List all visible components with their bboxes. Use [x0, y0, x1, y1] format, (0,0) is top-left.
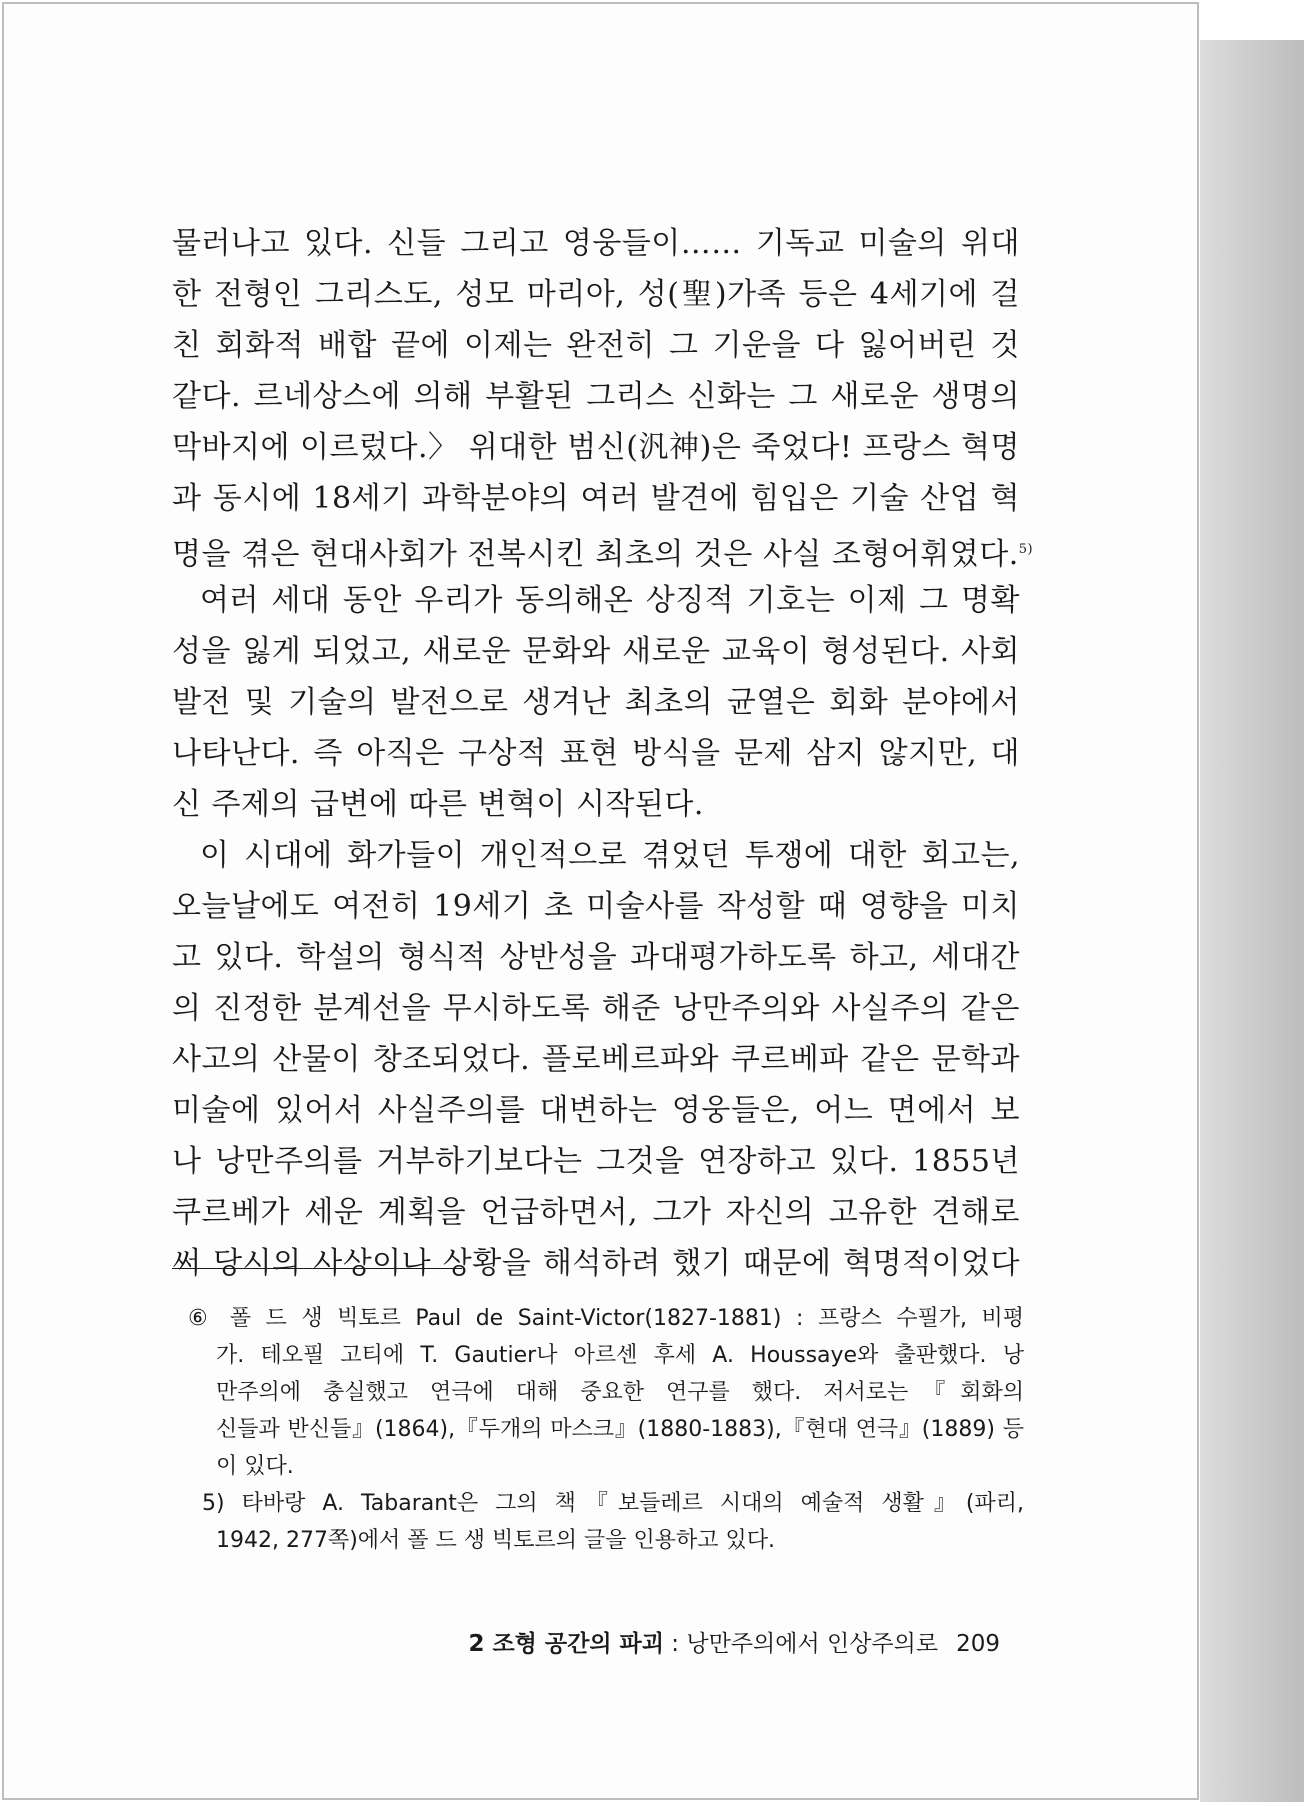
footnote-divider [172, 1268, 462, 1269]
body-line: 의 진정한 분계선을 무시하도록 해준 낭만주의와 사실주의 같은 [172, 991, 1020, 1026]
body-line: 발전 및 기술의 발전으로 생겨난 최초의 균열은 회화 분야에서 [172, 685, 1020, 720]
footnote-line: 1942, 277쪽)에서 폴 드 생 빅토르의 글을 인용하고 있다. [216, 1528, 776, 1553]
paragraph-start [172, 830, 1020, 881]
body-line: 나타난다. 즉 아직은 구상적 표현 방식을 문제 삼지 않지만, 대 [172, 736, 1020, 771]
body-line: 명을 겪은 현대사회가 전복시킨 최초의 것은 사실 조형어휘였다. [172, 537, 1019, 572]
footnote-line: 5) 타바랑 A. Tabarant은 그의 책『보들레르 시대의 예술적 생활』(파리, [202, 1491, 1024, 1516]
footnote-line: 만주의에 충실했고 연극에 대해 중요한 연구를 했다. 저서로는『회화의 [216, 1380, 1024, 1405]
body-line: 미술에 있어서 사실주의를 대변하는 영웅들은, 어느 면에서 보 [172, 1093, 1020, 1128]
body-line: 고 있다. 학설의 형식적 상반성을 과대평가하도록 하고, 세대간 [172, 940, 1020, 975]
body-line: 여러 세대 동안 우리가 동의해온 상징적 기호는 이제 그 명확 [200, 583, 1020, 618]
book-page-edges [1200, 2, 1304, 1802]
body-line: 이 시대에 화가들이 개인적으로 겪었던 투쟁에 대한 회고는, [200, 838, 1020, 873]
running-footer [440, 1625, 1000, 1658]
body-text [172, 218, 1034, 1289]
body-line: 사고의 산물이 창조되었다. 플로베르파와 쿠르베파 같은 문학과 [172, 1042, 1020, 1077]
chapter-subtitle: : 낭만주의에서 인상주의로 [664, 1631, 939, 1657]
body-line: 한 전형인 그리스도, 성모 마리아, 성(聖)가족 등은 4세기에 걸 [172, 277, 1020, 312]
body-line: 나 낭만주의를 거부하기보다는 그것을 연장하고 있다. 1855년 [172, 1144, 1020, 1179]
body-line: 써 당시의 사상이나 상황을 해석하려 했기 때문에 혁명적이었다 [172, 1246, 1020, 1281]
footnote-line: ⑥ 폴 드 생 빅토르 Paul de Saint-Victor(1827-1881) : 프랑스 수필가, 비평 [188, 1306, 1024, 1331]
footnote-line: 신들과 반신들』(1864),『두개의 마스크』(1880-1883),『현대 연극』(1889) 등 [216, 1417, 1024, 1442]
body-line: 물러나고 있다. 신들 그리고 영웅들이…… 기독교 미술의 위대 [172, 226, 1020, 261]
footnote-line: 이 있다. [216, 1454, 294, 1479]
page-number: 209 [956, 1631, 1000, 1657]
body-line: 오늘날에도 여전히 19세기 초 미술사를 작성할 때 영향을 미치 [172, 889, 1020, 924]
chapter-title: 2 조형 공간의 파괴 [468, 1631, 664, 1657]
body-line: 성을 잃게 되었고, 새로운 문화와 새로운 교육이 형성된다. 사회 [172, 634, 1020, 669]
body-line: 쿠르베가 세운 계획을 언급하면서, 그가 자신의 고유한 견해로 [172, 1195, 1020, 1230]
paragraph-start [172, 575, 1020, 626]
body-line: 과 동시에 18세기 과학분야의 여러 발견에 힘입은 기술 산업 혁 [172, 481, 1020, 516]
body-line: 막바지에 이르렀다.〉 위대한 범신(汎神)은 죽었다! 프랑스 혁명 [172, 430, 1020, 465]
footnote-reference: 5) [1018, 542, 1034, 557]
book-top-gap [1200, 0, 1304, 40]
body-line: 신 주제의 급변에 따른 변혁이 시작된다. [172, 787, 704, 822]
body-line-with-ref [172, 524, 1034, 575]
body-line: 같다. 르네상스에 의해 부활된 그리스 신화는 그 새로운 생명의 [172, 379, 1020, 414]
footnotes [188, 1300, 1024, 1559]
body-line: 친 회화적 배합 끝에 이제는 완전히 그 기운을 다 잃어버린 것 [172, 328, 1020, 363]
footnote-line: 가. 테오필 고티에 T. Gautier나 아르센 후세 A. Houssaye와 출판했다. 낭 [216, 1343, 1024, 1368]
